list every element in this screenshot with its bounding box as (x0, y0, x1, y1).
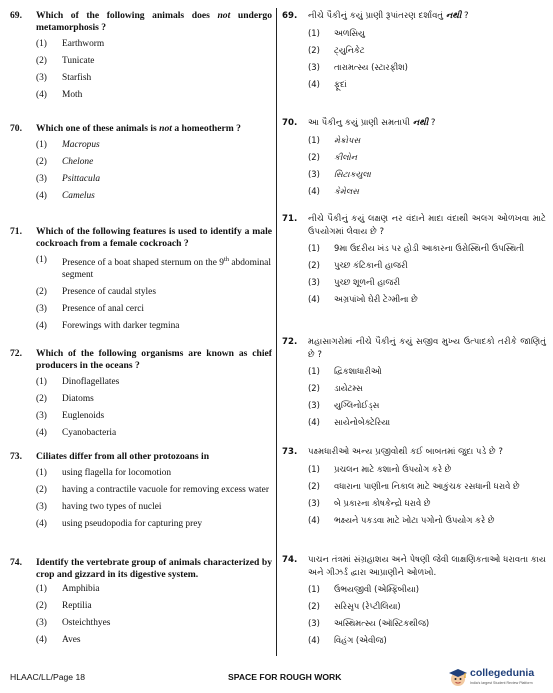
option-1: (1) Dinoflagellates (36, 377, 120, 387)
option-4: (4) કેમેલસ (308, 185, 359, 196)
option-3: (3) સિટાકયુલા (308, 168, 371, 179)
option-3: (3) Presence of anal cerci (36, 304, 144, 315)
question-text: નીચે પૈકીનું કયું લક્ષણ નર વંદાને માદા વંદાથી અલગ ઓળખવા માટે ઉપયોગમાં લેવાય છે ? (308, 214, 546, 237)
column-divider (276, 8, 277, 656)
question-73-gu (282, 446, 546, 531)
option-2: (2) Chelone (36, 157, 94, 167)
option-3: (3) Osteichthyes (36, 618, 111, 628)
option-4: (4) Forewings with darker tegmina (36, 321, 180, 332)
question-70-en (10, 123, 272, 207)
option-4: (4) Moth (36, 90, 83, 100)
option-2: (2) Presence of caudal styles (36, 287, 156, 298)
question-69-gu (282, 10, 546, 95)
question-74-en (10, 557, 272, 651)
question-text: Which of the following organisms are known as chief producers in the oceans ? (36, 348, 272, 371)
question-number: 70. (282, 118, 298, 128)
question-number: 74. (10, 557, 22, 568)
negation-emphasis: not (217, 10, 231, 21)
brand-name: collegedunia (470, 667, 535, 679)
question-text: Which of the following features is used to identify a male cockroach from a female cockroach ? (36, 226, 272, 249)
question-number: 71. (10, 226, 22, 237)
question-70-gu (282, 117, 546, 202)
option-3: (3) પુચ્છ શૂળની હાજરી (308, 277, 401, 288)
option-1: (1) પ્રચલન માટે કશાનો ઉપયોગ કરે છે (308, 463, 452, 474)
option-1: (1) અળસિયુ (308, 27, 365, 38)
option-3: (3) યુગ્લિનોઈડ્સ (308, 400, 380, 411)
option-4: (4) અગ્રપાંખો ઘેરી ટેગ્મીના છે (308, 294, 418, 305)
option-4: (4) ફૂદાં (308, 78, 347, 89)
option-4: (4) સાયેનોબેક્ટેરિયા (308, 417, 391, 428)
brand-tagline: India's largest Student Review Platform (470, 681, 533, 685)
option-2: (2) ડાયેટમ્સ (308, 383, 363, 394)
question-number: 69. (10, 10, 22, 21)
option-2: (2) વધારાના પાણીના નિકાલ માટે આકુંચક રસધાની ધરાવે છે (308, 480, 520, 491)
negation-emphasis: નથી (445, 11, 462, 21)
option-1: (1) મેક્રોપસ (308, 134, 361, 145)
option-2: (2) Tunicate (36, 56, 95, 66)
option-2: (2) Diatoms (36, 394, 94, 404)
option-4: (4) using pseudopodia for capturing prey (36, 519, 203, 529)
question-text: પક્ષ્મધારીઓ અન્ય પ્રજીવોથી કઈ બાબતમાં જુદા પડે છે ? (308, 447, 503, 457)
option-1: (1) Amphibia (36, 584, 100, 594)
question-number: 71. (282, 214, 298, 224)
option-2: (2) having a contractile vacuole for removing excess water (36, 485, 269, 495)
rough-work-label: SPACE FOR ROUGH WORK (228, 672, 342, 682)
option-4: (4) Camelus (36, 191, 95, 201)
option-1: (1) દ્વિકશાધારીઓ (308, 366, 382, 377)
question-74-gu (282, 554, 546, 651)
option-2: (2) Reptilia (36, 601, 92, 611)
option-4: (4) Aves (36, 635, 81, 645)
question-number: 69. (282, 11, 298, 21)
option-4: (4) ભક્ષ્યને પકડવા માટે ખોટા પગોનો ઉપયોગ કરે છે (308, 514, 495, 525)
page-footer (0, 664, 553, 692)
option-1: (1) Earthworm (36, 39, 105, 49)
question-text: Which of the following animals does not undergo metamorphosis ? (36, 10, 272, 33)
option-3: (3) અસ્થિમત્સ્ય (ઑસ્ટિકથીજ) (308, 618, 430, 629)
question-number: 70. (10, 123, 22, 134)
option-1: (1) ઉભયજીવી (એમ્ફિબીયા) (308, 584, 419, 595)
question-text: નીચે પૈકીનું કયું પ્રાણી રૂપાંતરણ દર્શાવતું નથી ? (308, 11, 469, 21)
option-3: (3) Psittacula (36, 174, 101, 184)
option-3: (3) Euglenoids (36, 411, 105, 421)
option-1: (1) 9મા ઉદરીય ખંડ પર હોડી આકારના ઉરોસ્થિની ઉપસ્થિતી (308, 243, 525, 254)
question-text: Which one of these animals is not a homeotherm ? (36, 123, 241, 134)
brand-watermark (446, 666, 550, 692)
question-text: Identify the vertebrate group of animals characterized by crop and gizzard in its digestive system. (36, 557, 272, 580)
negation-emphasis: નથી (412, 118, 429, 128)
option-3: (3) બે પ્રકારના કોષકેન્દ્રો ધરાવે છે (308, 497, 431, 508)
option-2: (2) ટ્યુનિકેટ (308, 44, 365, 55)
option-3: (3) Starfish (36, 73, 92, 83)
question-number: 74. (282, 555, 298, 565)
option-1: (1) using flagella for locomotion (36, 468, 172, 478)
question-71-en (10, 226, 272, 337)
question-71-gu (282, 213, 546, 310)
question-text: મહાસાગરોમાં નીચે પૈકીનું કયું સજીવ મુખ્ય ઉત્પાદકો તરીકે જાણિતું છે ? (308, 337, 546, 360)
question-text: પાચન તંત્રમાં સંગ્રહાશય અને પેષણી જેવી લાક્ષણિકતાઓ ધરાવતા કાય અને ગીઝર્ડ દ્વારા આપ્રાણીને ઓળખો. (308, 555, 546, 578)
question-text: Ciliates differ from all other protozoans in (36, 451, 210, 462)
option-2: (2) સરિસૃપ (રેપ્ટીલિયા) (308, 601, 401, 612)
question-text: આ પૈકીનુ કયું પ્રાણી સમતાપી નથી ? (308, 118, 436, 128)
option-4: (4) વિહંગ (એવીજ) (308, 635, 387, 646)
question-73-en (10, 451, 272, 535)
question-number: 72. (10, 348, 22, 359)
question-72-en (10, 348, 272, 444)
page-code: HLAAC/LL/Page 18 (10, 672, 86, 682)
option-2: (2) કીલોન (308, 151, 357, 162)
option-3: (3) તારામત્સ્ય (સ્ટારફીશ) (308, 61, 408, 72)
option-4: (4) Cyanobacteria (36, 428, 117, 438)
question-number: 73. (10, 451, 22, 462)
option-1: (1) Macropus (36, 140, 100, 150)
question-number: 73. (282, 447, 298, 457)
option-1: (1) Presence of a boat shaped sternum on the 9th abdominal segment (36, 255, 271, 281)
option-3: (3) having two types of nuclei (36, 502, 162, 512)
question-number: 72. (282, 337, 298, 347)
question-69-en (10, 10, 272, 106)
graduate-mascot-icon (446, 666, 470, 690)
negation-emphasis: not (159, 123, 172, 134)
option-2: (2) પુચ્છ કંટિકાની હાજરી (308, 260, 408, 271)
question-72-gu (282, 336, 546, 433)
